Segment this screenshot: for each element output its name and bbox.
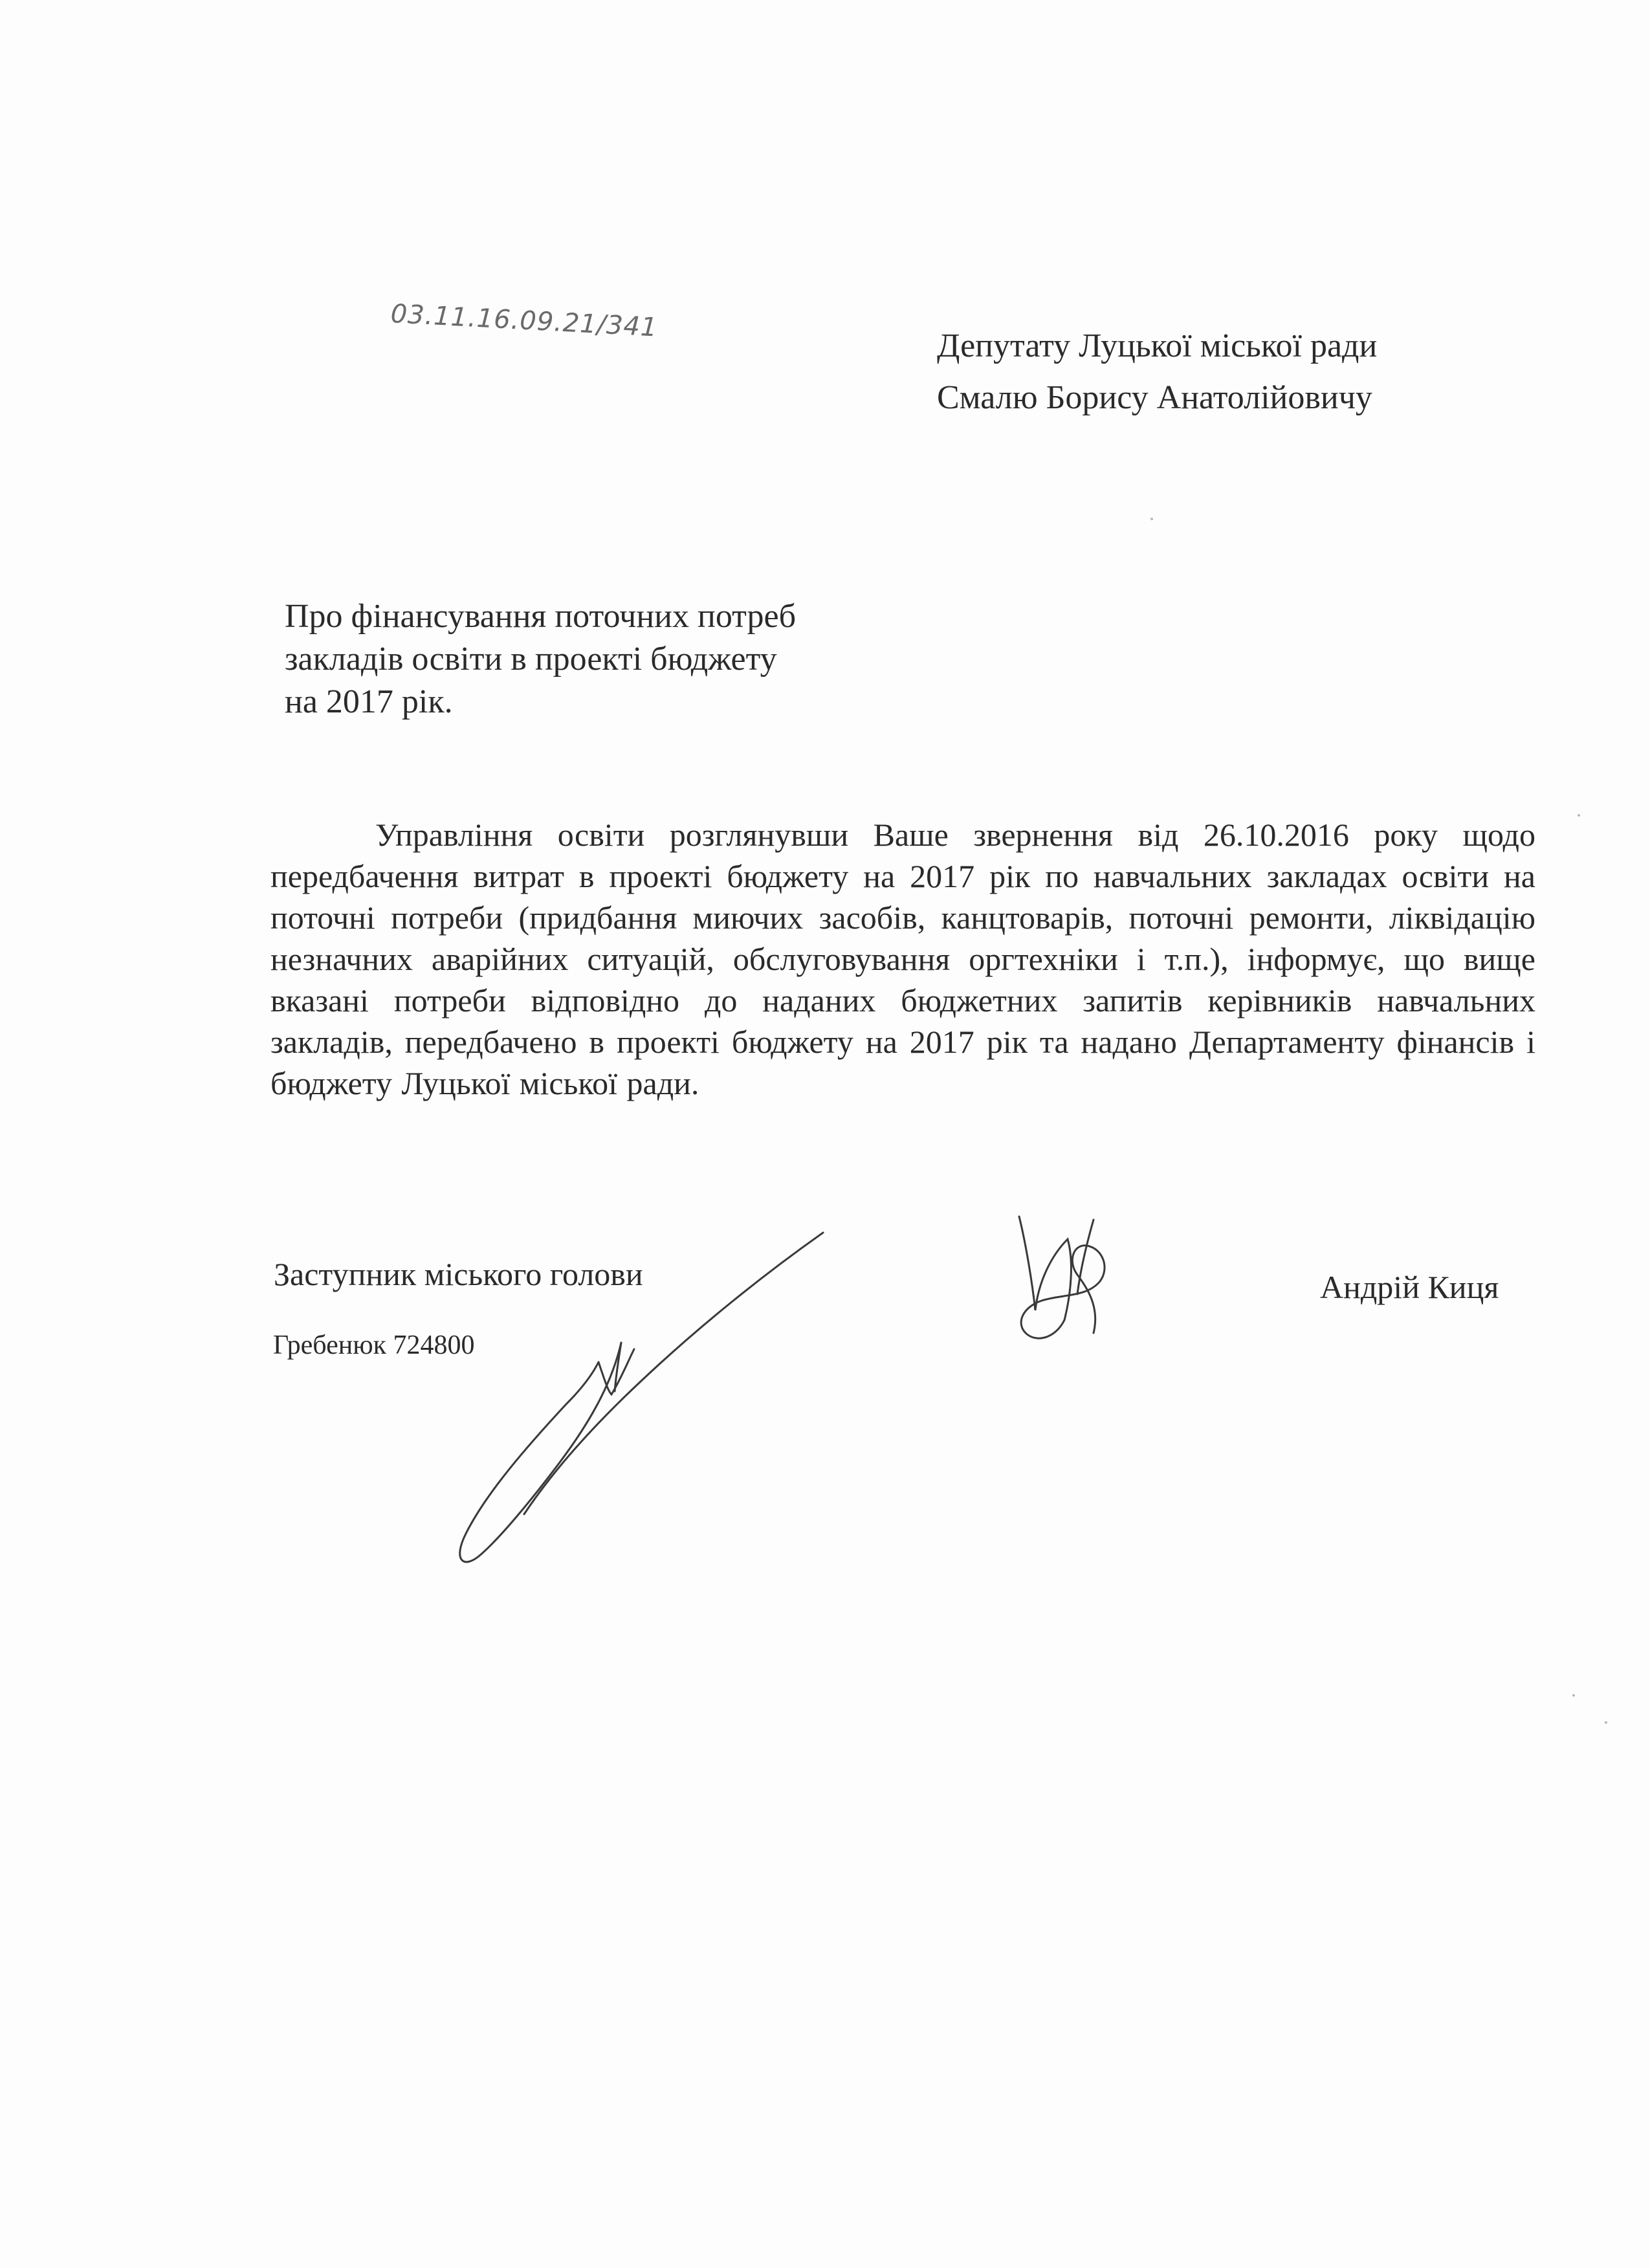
registration-number: 03.11.16.09.21/341 [390, 299, 659, 343]
scan-speck [1150, 518, 1153, 520]
recipient-line: Смалю Борису Анатолійовичу [937, 379, 1372, 416]
subject-line: на 2017 рік. [285, 683, 453, 720]
handwritten-signature [427, 1229, 848, 1592]
handwritten-initials [996, 1204, 1126, 1352]
recipient-block [937, 320, 1519, 424]
scan-speck [1578, 814, 1580, 817]
subject-line: Про фінансування поточних потреб [285, 598, 797, 635]
signer-position: Заступник міського голови [274, 1256, 643, 1292]
executor-contact: Гребенюк 724800 [273, 1330, 475, 1360]
subject-line: закладів освіти в проекті бюджету [285, 641, 777, 677]
signer-name: Андрій Киця [1320, 1269, 1499, 1305]
letter-body: Управління освіти розглянувши Ваше звернення від 26.10.2016 року щодо передбачення витрат в проекті бюджету на 2017 рік по навчальних закладах освіти на поточні потреби (придбання миючих засобів, канцтоварів, поточні ремонти, ліквідацію незначних аварійних ситуацій, обслуговування оргтехніки і т.п.), інформує, що вище вказані потреби відповідно до наданих бюджетних запитів керівників навчальних закладів, передбачено в проекті бюджету на 2017 рік та надано Департаменту фінансів і бюджету Луцької міської ради. [270, 817, 1535, 1101]
scan-speck [1572, 1694, 1575, 1697]
subject-block [285, 595, 932, 723]
scan-speck [1605, 1721, 1607, 1724]
recipient-line: Депутату Луцької міської ради [937, 327, 1378, 364]
